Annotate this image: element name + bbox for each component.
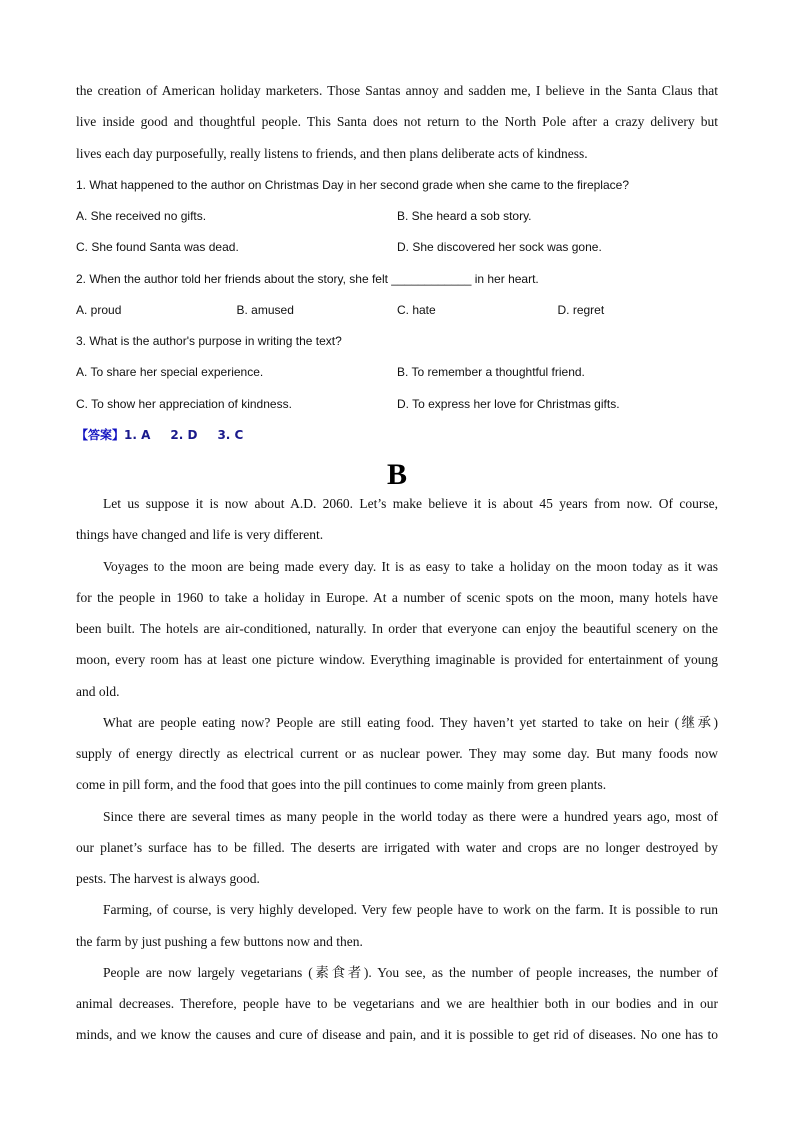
text-line: for the people in 1960 to take a holiday in Europe. At a number of scenic spots on the moon, many hotels have	[76, 589, 718, 605]
text-line: our planet’s surface has to be filled. The deserts are irrigated with water and crops are no longer destroyed by	[76, 839, 718, 855]
paragraph	[76, 493, 718, 556]
text-line: pests. The harvest is always good.	[76, 871, 260, 886]
option: B. She heard a sob story.	[397, 209, 532, 223]
option: D. She discovered her sock was gone.	[397, 240, 602, 255]
answer-item: 2. D	[170, 427, 198, 442]
option: A. She received no gifts.	[76, 209, 207, 223]
text-line: animal decreases. Therefore, people have to be vegetarians and we are healthier both in our bodies and in our	[76, 996, 718, 1011]
question-stem: 3. What is the author's purpose in writing the text?	[76, 334, 342, 348]
option: C. To show her appreciation of kindness.	[76, 396, 292, 411]
paragraph	[76, 556, 718, 712]
text-line: the creation of American holiday marketers. Those Santas annoy and sadden me, I believe in the Santa Claus that	[76, 83, 718, 98]
question-stem: 2. When the author told her friends about the story, she felt ____________ in her heart.	[76, 271, 539, 286]
text-line: Voyages to the moon are being made every day. It is as easy to take a holiday on the moon today as it was	[103, 558, 718, 574]
answer-key	[76, 424, 718, 455]
option: A. proud	[76, 302, 122, 317]
option: A. To share her special experience.	[76, 365, 264, 380]
question	[76, 174, 718, 268]
option: C. hate	[397, 302, 436, 317]
options-row	[76, 299, 718, 330]
answer-item: 1. A	[124, 427, 151, 442]
text-line: the farm by just pushing a few buttons now and then.	[76, 933, 363, 949]
options-row	[76, 361, 718, 392]
questions	[76, 174, 718, 424]
passage-a-ending	[76, 80, 718, 174]
answer-label: 【答案】	[76, 427, 125, 442]
text-line: moon, every room has at least one picture window. Everything imaginable is provided for entertainment of young	[76, 652, 718, 668]
options-row	[76, 393, 718, 424]
text-line: People are now largely vegetarians (素食者). You see, as the number of people increases, the number of	[103, 964, 718, 980]
text-line: come in pill form, and the food that goes into the pill continues to come mainly from green plants.	[76, 777, 607, 793]
option: D. To express her love for Christmas gifts.	[397, 396, 620, 411]
option: B. To remember a thoughtful friend.	[397, 365, 585, 380]
answer-item: 3. C	[217, 427, 244, 442]
passage-b	[76, 493, 718, 1056]
paragraph	[76, 806, 718, 900]
text-line: Since there are several times as many people in the world today as there were a hundred years ago, most of	[103, 808, 718, 824]
option: D. regret	[557, 302, 605, 317]
option: C. She found Santa was dead.	[76, 240, 239, 255]
options-row	[76, 205, 718, 236]
text-line: Farming, of course, is very highly developed. Very few people have to work on the farm. It is possible to run	[103, 902, 718, 918]
paragraph	[76, 899, 718, 962]
text-line: What are people eating now? People are still eating food. They haven’t yet started to take on heir (继承)	[103, 714, 718, 730]
paragraph	[76, 962, 718, 1056]
document-page	[76, 80, 718, 1056]
text-line: minds, and we know the causes and cure of disease and pain, and it is possible to get rid of diseases. No one has to	[76, 1027, 718, 1043]
options-row	[76, 236, 718, 267]
text-line: Let us suppose it is now about A.D. 2060. Let’s make believe it is about 45 years from now. Of course,	[103, 496, 718, 511]
text-line: and old.	[76, 683, 120, 699]
text-line: supply of energy directly as electrical current or as nuclear power. They may some day. But many foods now	[76, 746, 718, 761]
question	[76, 268, 718, 331]
paragraph	[76, 712, 718, 806]
text-line: live inside good and thoughtful people. This Santa does not return to the North Pole after a crazy delivery but	[76, 114, 718, 130]
text-line: things have changed and life is very different.	[76, 527, 324, 543]
text-line: lives each day purposefully, really listens to friends, and then plans deliberate acts of kindness.	[76, 145, 588, 161]
text-line: been built. The hotels are air-conditioned, naturally. In order that everyone can enjoy the beautiful scenery on the	[76, 621, 718, 636]
question-stem: 1. What happened to the author on Christmas Day in her second grade when she came to the fireplace?	[76, 177, 629, 192]
section-title: B	[386, 458, 407, 491]
option: B. amused	[236, 302, 294, 317]
question	[76, 330, 718, 424]
